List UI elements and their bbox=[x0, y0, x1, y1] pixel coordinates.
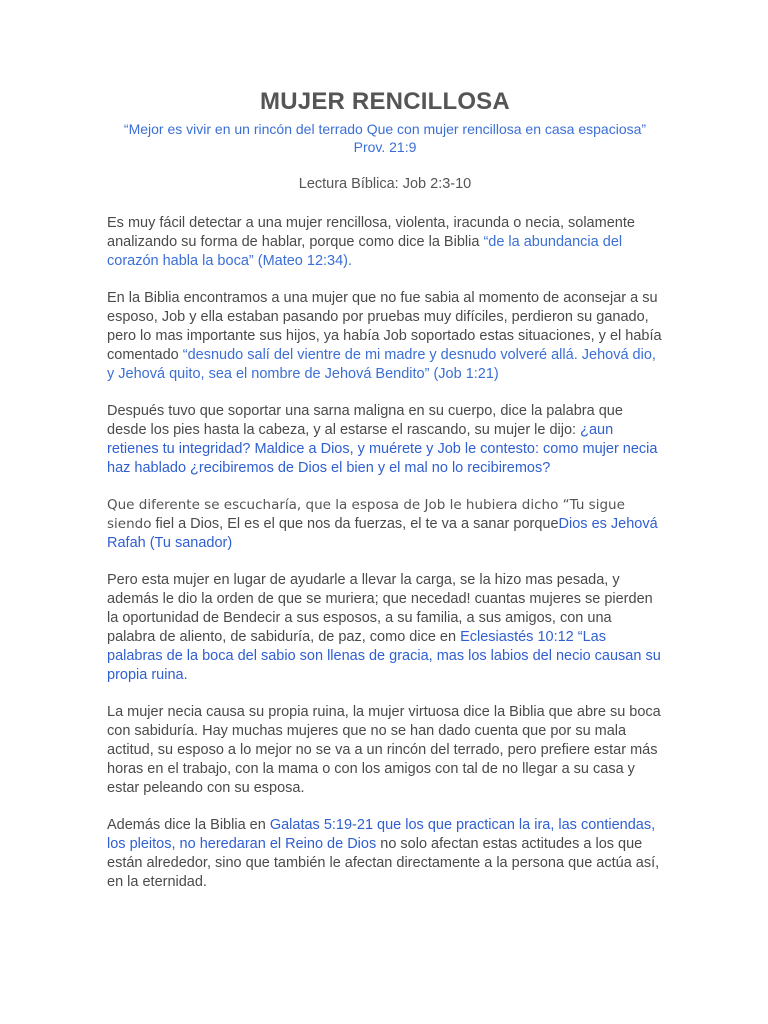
paragraph-2-text: En la Biblia encontramos a una mujer que no fue sabia al momento de aconsejar a su esposo, Job y ella estaban pasando por pruebas muy difíciles, perdieron su ganado, pero lo mas importante sus hijos, ya había Job soportado estas situaciones, y el había comentado bbox=[107, 290, 662, 363]
paragraph-7 bbox=[107, 816, 663, 892]
scripture-citation: “desnudo salí del vientre de mi madre y desnudo volveré allá. Jehová dio, y Jehová quito, sea el nombre de Jehová Bendito” (Job 1:21) bbox=[107, 347, 656, 382]
paragraph-3-text: Después tuvo que soportar una sarna maligna en su cuerpo, dice la palabra que desde los pies hasta la cabeza, y al estarse el rascando, su mujer le dijo: bbox=[107, 403, 623, 438]
scripture-citation: ¿aun retienes tu integridad? Maldice a Dios, y muérete y Job le contesto: como mujer necia haz hablado ¿recibiremos de Dios el bien y el mal no lo recibiremos? bbox=[107, 422, 658, 476]
paragraph-6-text: La mujer necia causa su propia ruina, la mujer virtuosa dice la Biblia que abre su boca con sabiduría. Hay muchas mujeres que no se han dado cuenta que por su mala actitud, su esposo a lo mejor no se va a un rincón del terrado, pero prefiere estar más horas en el trabajo, con la mama o con los amigos con tal de no llegar a su casa y estar peleando con su esposa. bbox=[107, 704, 661, 796]
paragraph-3 bbox=[107, 402, 663, 478]
paragraph-6 bbox=[107, 703, 663, 798]
paragraph-4-text-cont: fiel a Dios, El es el que nos da fuerzas, el te va a sanar porque bbox=[151, 516, 559, 532]
paragraph-4-text: Que diferente se escucharía, que la esposa de Job le hubiera dicho “Tu sigue siendo bbox=[107, 497, 625, 532]
paragraph-1 bbox=[107, 214, 663, 271]
paragraph-7-text-cont: no solo afectan estas actitudes a los que están alrededor, sino que también le afectan directamente a la persona que actúa así, en la eternidad. bbox=[107, 836, 660, 890]
scripture-citation: “de la abundancia del corazón habla la boca” (Mateo 12:34). bbox=[107, 234, 623, 269]
epigraph-quote: “Mejor es vivir en un rincón del terrado Que con mujer rencillosa en casa espaciosa” bbox=[123, 121, 647, 137]
paragraph-4 bbox=[107, 496, 663, 553]
paragraph-2 bbox=[107, 289, 663, 384]
paragraph-5 bbox=[107, 571, 663, 685]
page-title: MUJER RENCILLOSA bbox=[260, 88, 510, 115]
epigraph-reference: Prov. 21:9 bbox=[353, 139, 417, 155]
paragraph-7-text: Además dice la Biblia en bbox=[107, 817, 270, 833]
scripture-citation: Dios es Jehová Rafah (Tu sanador) bbox=[107, 516, 658, 551]
paragraph-5-text: Pero esta mujer en lugar de ayudarle a llevar la carga, se la hizo mas pesada, y además le dio la orden de que se muriera; que necedad! cuantas mujeres se pierden la oportunidad de Bendecir a sus esposos, a su familia, a sus amigos, con una palabra de aliento, de sabiduría, de paz, como dice en bbox=[107, 572, 653, 645]
paragraph-1-text: Es muy fácil detectar a una mujer rencillosa, violenta, iracunda o necia, solamente analizando su forma de hablar, porque como dice la Biblia bbox=[107, 215, 635, 250]
bible-reading: Lectura Bíblica: Job 2:3-10 bbox=[298, 176, 472, 192]
document-page bbox=[107, 88, 663, 910]
scripture-citation: Galatas 5:19-21 que los que practican la ira, las contiendas, los pleitos, no heredaran el Reino de Dios bbox=[107, 817, 656, 852]
scripture-citation: Eclesiastés 10:12 “Las palabras de la boca del sabio son llenas de gracia, mas los labios del necio causan su propia ruina. bbox=[107, 629, 661, 683]
